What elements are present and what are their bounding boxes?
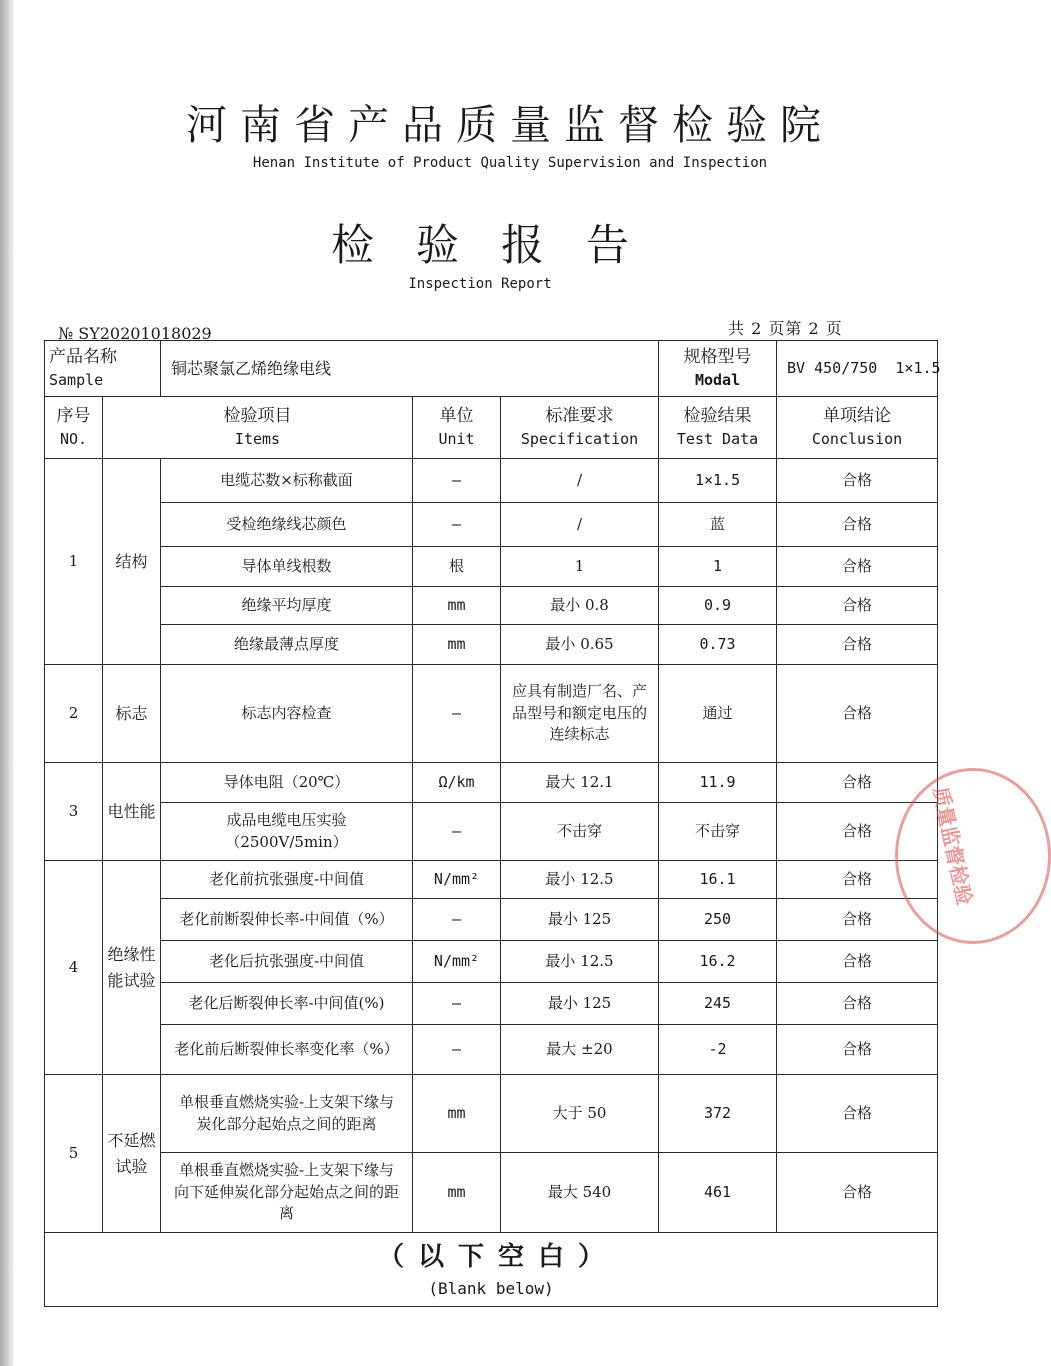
item-unit: 根 <box>413 547 501 587</box>
header-unit <box>413 397 501 459</box>
item-unit: — <box>413 899 501 941</box>
item-spec: / <box>501 459 659 503</box>
item-name: 单根垂直燃烧实验-上支架下缘与炭化部分起始点之间的距离 <box>161 1075 413 1153</box>
item-conclusion: 合格 <box>777 665 938 763</box>
table-row <box>45 547 938 587</box>
item-name: 老化前断裂伸长率-中间值（%） <box>161 899 413 941</box>
sample-label-cn: 产品名称 <box>49 347 117 368</box>
item-spec: 最大 12.1 <box>501 763 659 803</box>
header-items <box>103 397 413 459</box>
item-result: -2 <box>659 1025 777 1075</box>
item-spec: 最小 0.65 <box>501 625 659 665</box>
institute-name-en: Henan Institute of Product Quality Supervision and Inspection <box>252 155 768 171</box>
item-name: 老化后抗张强度-中间值 <box>161 941 413 983</box>
item-result: 245 <box>659 983 777 1025</box>
blank-below-en: (Blank below) <box>428 1278 554 1298</box>
item-spec: 最小 12.5 <box>501 941 659 983</box>
item-conclusion: 合格 <box>777 763 938 803</box>
header-result-en: Test Data <box>676 429 759 448</box>
item-spec: 最小 0.8 <box>501 587 659 625</box>
item-unit: mm <box>413 587 501 625</box>
item-name: 绝缘最薄点厚度 <box>161 625 413 665</box>
header-result-cn: 检验结果 <box>683 406 752 427</box>
group-number: 4 <box>45 861 103 1075</box>
header-spec-en: Specification <box>520 429 639 448</box>
header-result <box>659 397 777 459</box>
item-conclusion: 合格 <box>777 1075 938 1153</box>
table-row <box>45 763 938 803</box>
item-name: 电缆芯数×标称截面 <box>161 459 413 503</box>
table-row <box>45 1153 938 1233</box>
table-row <box>45 861 938 899</box>
report-title-cn: 检验报告 <box>331 221 671 271</box>
header-no-cn: 序号 <box>56 406 91 427</box>
item-spec: / <box>501 503 659 547</box>
item-spec: 不击穿 <box>501 803 659 861</box>
item-result: 1×1.5 <box>659 459 777 503</box>
item-unit: mm <box>413 1153 501 1233</box>
group-number: 2 <box>45 665 103 763</box>
model-label-cell <box>659 341 777 397</box>
item-name: 老化前抗张强度-中间值 <box>161 861 413 899</box>
item-spec: 最小 12.5 <box>501 861 659 899</box>
item-unit: — <box>413 803 501 861</box>
sample-row <box>45 341 938 397</box>
item-conclusion: 合格 <box>777 899 938 941</box>
group-number: 3 <box>45 763 103 861</box>
seal-stamp: 质量监督检验 <box>895 768 1051 944</box>
group-category: 绝缘性能试验 <box>103 861 161 1075</box>
item-unit: — <box>413 983 501 1025</box>
blank-below-cell <box>45 1233 938 1307</box>
item-conclusion: 合格 <box>777 941 938 983</box>
item-conclusion: 合格 <box>777 547 938 587</box>
header-spec-cn: 标准要求 <box>545 406 614 427</box>
item-result: 1 <box>659 547 777 587</box>
item-result: 通过 <box>659 665 777 763</box>
sample-label-cell <box>45 341 161 397</box>
group-category: 电性能 <box>103 763 161 861</box>
item-result: 11.9 <box>659 763 777 803</box>
item-name: 受检绝缘线芯颜色 <box>161 503 413 547</box>
item-spec: 1 <box>501 547 659 587</box>
item-name: 标志内容检查 <box>161 665 413 763</box>
header-items-cn: 检验项目 <box>223 406 292 427</box>
item-result: 蓝 <box>659 503 777 547</box>
item-conclusion: 合格 <box>777 1025 938 1075</box>
table-row <box>45 941 938 983</box>
institute-name-cn: 河南省产品质量监督检验院 <box>186 101 834 149</box>
item-result: 不击穿 <box>659 803 777 861</box>
item-name: 老化后断裂伸长率-中间值(%) <box>161 983 413 1025</box>
item-result: 0.9 <box>659 587 777 625</box>
item-unit: — <box>413 665 501 763</box>
table-row <box>45 459 938 503</box>
model-value: BV 450/750 1×1.5 <box>777 341 938 397</box>
group-category: 不延燃试验 <box>103 1075 161 1233</box>
item-unit: — <box>413 503 501 547</box>
group-category: 标志 <box>103 665 161 763</box>
header-conclusion-en: Conclusion <box>811 429 903 448</box>
table-row <box>45 899 938 941</box>
header-conclusion-cn: 单项结论 <box>823 406 892 427</box>
item-conclusion: 合格 <box>777 803 938 861</box>
item-conclusion: 合格 <box>777 1153 938 1233</box>
item-name: 导体电阻（20℃） <box>161 763 413 803</box>
report-number: № SY20201018029 <box>58 324 212 343</box>
item-name: 成品电缆电压实验（2500V/5min） <box>161 803 413 861</box>
blank-below-row <box>45 1233 938 1307</box>
item-unit: mm <box>413 625 501 665</box>
header-no <box>45 397 103 459</box>
item-spec: 最小 125 <box>501 983 659 1025</box>
header-conclusion <box>777 397 938 459</box>
item-spec: 最大 ±20 <box>501 1025 659 1075</box>
item-spec: 最小 125 <box>501 899 659 941</box>
item-result: 461 <box>659 1153 777 1233</box>
item-result: 372 <box>659 1075 777 1153</box>
blank-below-cn: （以下空白） <box>378 1242 619 1273</box>
item-name: 绝缘平均厚度 <box>161 587 413 625</box>
item-unit: N/mm² <box>413 941 501 983</box>
item-result: 250 <box>659 899 777 941</box>
item-unit: N/mm² <box>413 861 501 899</box>
item-spec: 大于 50 <box>501 1075 659 1153</box>
item-result: 16.1 <box>659 861 777 899</box>
item-spec: 应具有制造厂名、产品型号和额定电压的连续标志 <box>501 665 659 763</box>
model-label-cn: 规格型号 <box>683 347 752 368</box>
item-name: 导体单线根数 <box>161 547 413 587</box>
table-row <box>45 1025 938 1075</box>
item-conclusion: 合格 <box>777 625 938 665</box>
table-row <box>45 587 938 625</box>
item-result: 0.73 <box>659 625 777 665</box>
inspection-table <box>44 340 941 1307</box>
item-unit: Ω/km <box>413 763 501 803</box>
item-conclusion: 合格 <box>777 983 938 1025</box>
group-category: 结构 <box>103 459 161 665</box>
page-info: 共 2 页第 2 页 <box>728 319 843 338</box>
table-row <box>45 1075 938 1153</box>
scan-edge <box>0 0 14 1366</box>
header-no-en: NO. <box>59 429 88 448</box>
item-conclusion: 合格 <box>777 861 938 899</box>
sample-value: 铜芯聚氯乙烯绝缘电线 <box>161 341 659 397</box>
header-unit-cn: 单位 <box>439 406 474 427</box>
item-conclusion: 合格 <box>777 459 938 503</box>
model-label-en: Modal <box>694 370 741 389</box>
item-result: 16.2 <box>659 941 777 983</box>
table-row <box>45 503 938 547</box>
report-title-en: Inspection Report <box>408 276 552 292</box>
item-conclusion: 合格 <box>777 503 938 547</box>
header-items-en: Items <box>234 429 281 448</box>
item-unit: — <box>413 1025 501 1075</box>
item-name: 老化前后断裂伸长率变化率（%） <box>161 1025 413 1075</box>
item-unit: — <box>413 459 501 503</box>
group-number: 1 <box>45 459 103 665</box>
group-number: 5 <box>45 1075 103 1233</box>
header-row <box>45 397 938 459</box>
table-row <box>45 625 938 665</box>
header-unit-en: Unit <box>438 429 475 448</box>
table-row <box>45 665 938 763</box>
item-unit: mm <box>413 1075 501 1153</box>
table-row <box>45 803 938 861</box>
table-row <box>45 983 938 1025</box>
sample-label-en: Sample <box>49 370 104 389</box>
item-name: 单根垂直燃烧实验-上支架下缘与向下延伸炭化部分起始点之间的距离 <box>161 1153 413 1233</box>
item-spec: 最大 540 <box>501 1153 659 1233</box>
item-conclusion: 合格 <box>777 587 938 625</box>
header-spec <box>501 397 659 459</box>
